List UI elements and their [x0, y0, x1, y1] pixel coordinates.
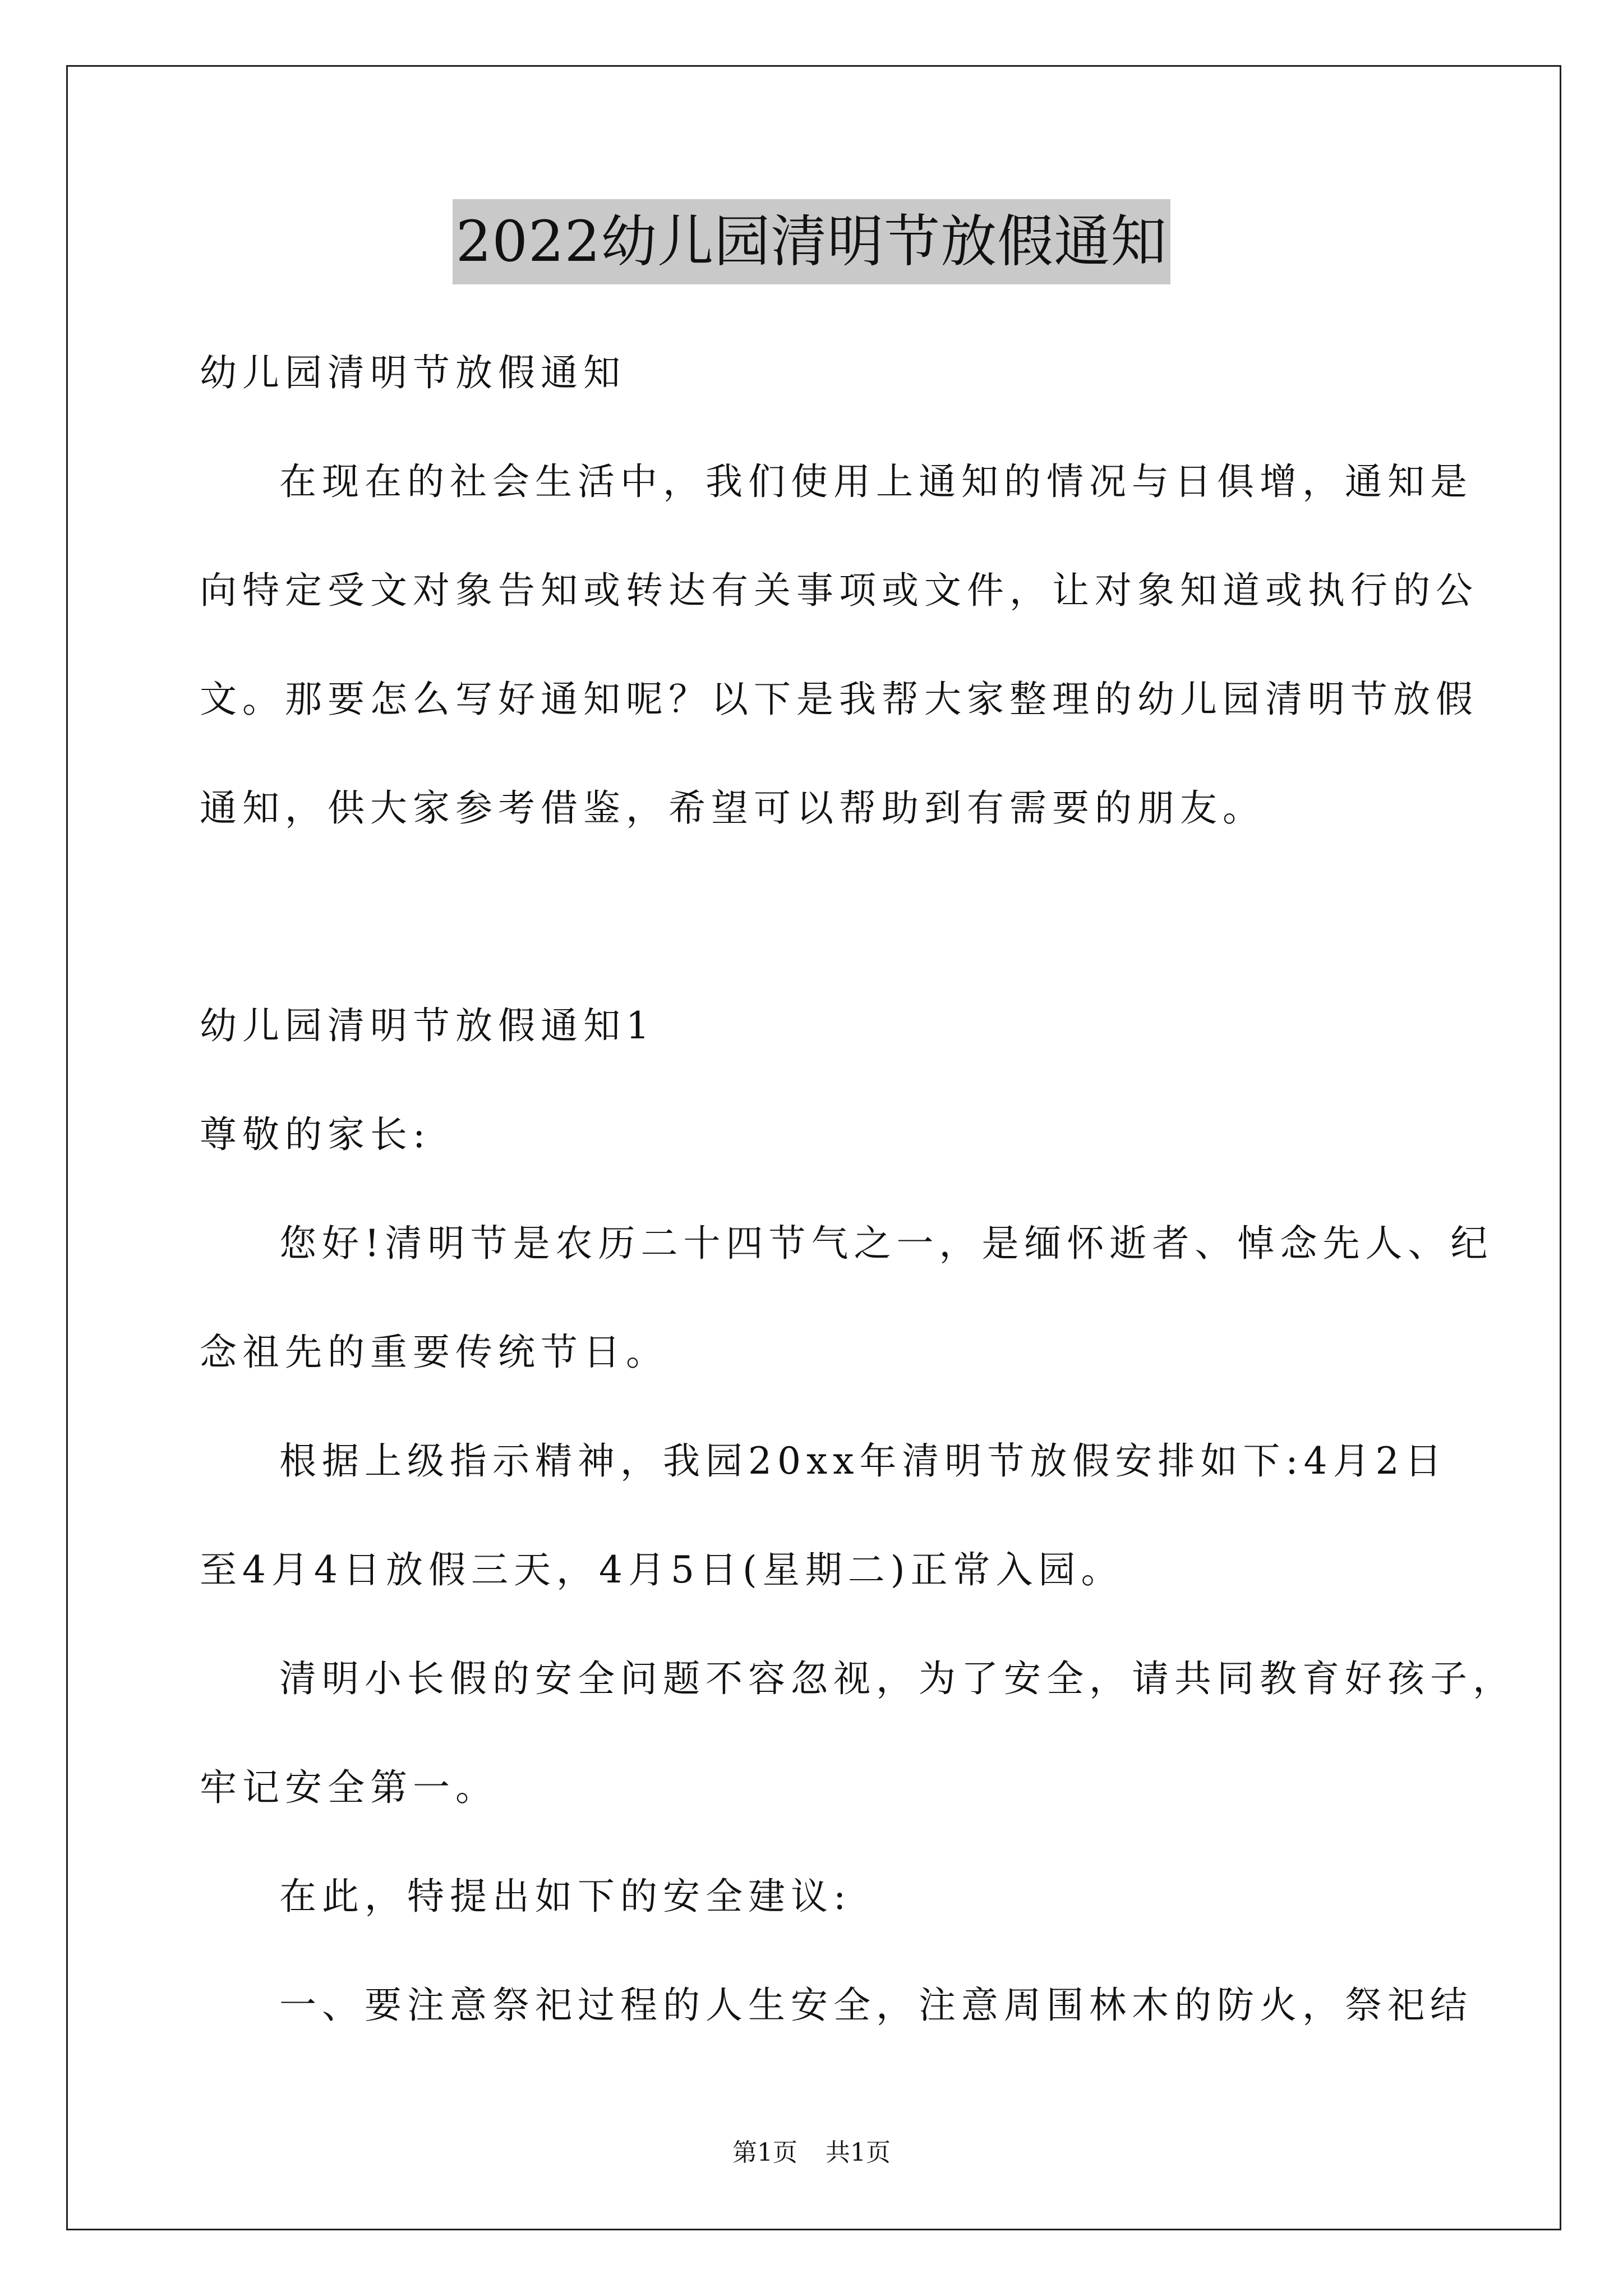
salutation: 尊敬的家长: [200, 1113, 431, 1156]
intro-line-2: 向特定受文对象告知或转达有关事项或文件，让对象知道或执行的公 [200, 569, 1478, 612]
page-footer [0, 2136, 1623, 2170]
body-line-6: 牢记安全第一。 [200, 1766, 498, 1809]
intro-line-3: 文。那要怎么写好通知呢？以下是我帮大家整理的幼儿园清明节放假 [200, 678, 1478, 721]
body-line-4: 至4月4日放假三天，4月5日(星期二)正常入园。 [200, 1548, 1124, 1591]
footer-page-total: 共1页 [826, 2138, 891, 2167]
section-heading: 幼儿园清明节放假通知1 [200, 1004, 655, 1047]
body-line-7: 在此，特提出如下的安全建议: [279, 1875, 852, 1918]
body-line-3: 根据上级指示精神，我园20xx年清明节放假安排如下:4月2日 [279, 1439, 1447, 1483]
body-line-5: 清明小长假的安全问题不容忽视，为了安全，请共同教育好孩子， [279, 1657, 1515, 1700]
document-title: 2022幼儿园清明节放假通知 [453, 199, 1171, 284]
body-line-1: 您好!清明节是农历二十四节气之一，是缅怀逝者、悼念先人、纪 [279, 1222, 1493, 1265]
footer-page-number: 第1页 [732, 2138, 797, 2167]
body-line-2: 念祖先的重要传统节日。 [200, 1331, 668, 1374]
title-container [0, 199, 1623, 284]
body-line-8: 一、要注意祭祀过程的人生安全，注意周围林木的防火，祭祀结 [279, 1984, 1473, 2027]
intro-line-1: 在现在的社会生活中，我们使用上通知的情况与日俱增，通知是 [279, 460, 1473, 503]
intro-line-4: 通知，供大家参考借鉴，希望可以帮助到有需要的朋友。 [200, 786, 1265, 830]
document-subtitle: 幼儿园清明节放假通知 [200, 351, 626, 394]
